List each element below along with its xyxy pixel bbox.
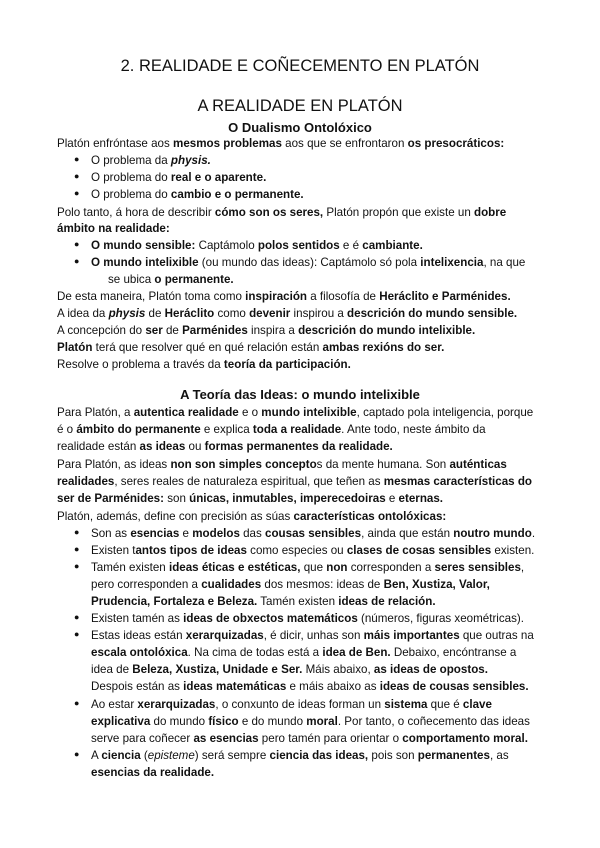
- bold-text: mundo intelixible: [261, 406, 357, 419]
- bold-text: seres sensibles: [434, 561, 521, 574]
- bold-text: Prudencia, Fortaleza e Beleza.: [91, 595, 258, 608]
- list-item: [91, 543, 534, 558]
- bold-text: Heráclito: [164, 307, 215, 320]
- text-run: pois son: [368, 749, 418, 762]
- text-run: e o: [238, 406, 262, 419]
- text-run: O problema da: [91, 154, 171, 167]
- text-run: dos mesmos: ideas de: [261, 578, 384, 591]
- bold-text: physis: [108, 307, 146, 320]
- bold-text: clases de cosas sensibles: [346, 544, 492, 557]
- bold-text: autentica realidade: [133, 406, 239, 419]
- text-run: idea de: [91, 663, 133, 676]
- bold-text: ser: [145, 324, 163, 337]
- text-run: se ubica: [108, 273, 155, 286]
- text-run: O problema do: [91, 188, 171, 201]
- text-line: [57, 422, 486, 437]
- bold-text: cambio e o permanente.: [170, 188, 304, 201]
- list-item: [91, 611, 524, 626]
- text-run: . Ante todo, neste ámbito da: [341, 423, 486, 436]
- text-run: Platón, además, define con precisión as súas: [57, 510, 294, 523]
- text-run: ) será sempre: [194, 749, 270, 762]
- bullet-icon: ●: [74, 544, 80, 554]
- text-run: , as: [489, 749, 509, 762]
- text-line: [91, 714, 530, 729]
- text-run: corresponden a: [347, 561, 435, 574]
- text-run: de: [162, 324, 183, 337]
- text-run: . Por tanto, o coñecemento das ideas: [337, 715, 530, 728]
- text-run: que outras na: [459, 629, 534, 642]
- bold-text: ideas éticas e estéticas,: [168, 561, 301, 574]
- bold-text: cambiante.: [362, 239, 423, 252]
- text-run: existen.: [491, 544, 535, 557]
- bullet-icon: ●: [74, 171, 80, 181]
- text-run: de: [145, 307, 165, 320]
- text-run: , é dicir, unhas son: [263, 629, 364, 642]
- bold-text: inspiración: [245, 290, 308, 303]
- bold-text: físico: [208, 715, 239, 728]
- bold-text: O mundo sensible:: [91, 239, 196, 252]
- text-line: [91, 594, 436, 609]
- text-run: Platón enfróntase aos: [57, 137, 174, 150]
- text-line: [57, 509, 446, 524]
- text-run: Captámolo: [195, 239, 258, 252]
- list-item: [91, 526, 535, 541]
- bullet-icon: ●: [74, 629, 80, 639]
- bold-text: sistema: [384, 698, 428, 711]
- bold-text: mesmas características do: [383, 475, 532, 488]
- text-line: [57, 221, 170, 236]
- text-run: inspirou a: [290, 307, 348, 320]
- text-run: , ainda que están: [361, 527, 454, 540]
- bold-text: idea de Ben.: [322, 646, 391, 659]
- bold-text: eternas.: [398, 492, 444, 505]
- text-line: [57, 306, 517, 321]
- text-run: Son as: [91, 527, 131, 540]
- bold-text: O mundo intelixible: [91, 256, 199, 269]
- text-run: como: [214, 307, 250, 320]
- bullet-icon: ●: [74, 527, 80, 537]
- text-line: [57, 357, 351, 372]
- text-run: Tamén existen: [257, 595, 339, 608]
- text-run: Existen t: [91, 544, 136, 557]
- bold-text: clave: [462, 698, 492, 711]
- bold-text: Beleza, Xustiza, Unidade e Ser.: [132, 663, 303, 676]
- text-run: é o: [57, 423, 77, 436]
- bold-text: Ben, Xustiza, Valor,: [383, 578, 490, 591]
- list-item: [91, 255, 525, 270]
- bold-text: explicativa: [91, 715, 151, 728]
- text-run: son: [163, 492, 190, 505]
- text-line: [91, 731, 528, 746]
- text-line: [57, 491, 443, 506]
- list-item: [91, 697, 492, 712]
- bold-text: máis importantes: [363, 629, 460, 642]
- text-run: , o conxunto de ideas forman un: [215, 698, 385, 711]
- text-line: [57, 340, 444, 355]
- text-run: terá que resolver qué en qué relación están: [92, 341, 323, 354]
- bold-text: esencias da realidade.: [91, 766, 215, 779]
- text-run: A concepción do: [57, 324, 146, 337]
- bold-text: non son simples concepto: [170, 458, 317, 471]
- text-run: .: [531, 527, 536, 540]
- bold-text: formas permanentes da realidade.: [204, 440, 393, 453]
- text-line: [57, 136, 504, 151]
- text-run: Resolve o problema a través da: [57, 358, 224, 371]
- bold-text: ambas rexións do ser.: [322, 341, 445, 354]
- text-run: e é: [339, 239, 363, 252]
- bullet-icon: ●: [74, 698, 80, 708]
- bold-text: comportamento moral.: [402, 732, 528, 745]
- text-line: [57, 405, 533, 420]
- bold-text: as esencias: [193, 732, 259, 745]
- text-run: ,: [520, 561, 525, 574]
- bold-text: as ideas de opostos.: [373, 663, 488, 676]
- text-run: pero tamén para orientar o: [258, 732, 403, 745]
- bold-text: intelixencia: [420, 256, 484, 269]
- text-run: e do mundo: [238, 715, 307, 728]
- text-run: Existen tamén as: [91, 612, 184, 625]
- bold-text: as ideas: [139, 440, 186, 453]
- bold-text: ser de Parménides:: [57, 492, 164, 505]
- bold-text: xerarquizadas: [137, 698, 216, 711]
- text-run: ou: [185, 440, 205, 453]
- text-run: O problema do: [91, 171, 171, 184]
- text-run: inspira a: [247, 324, 299, 337]
- text-run: e: [385, 492, 399, 505]
- text-run: Platón propón que existe un: [323, 206, 474, 219]
- bullet-icon: ●: [74, 612, 80, 622]
- bold-text: ideas de obxectos matemáticos: [183, 612, 358, 625]
- list-item: [91, 748, 509, 763]
- text-run: , seres reales de naturaleza espiritual, que teñen as: [114, 475, 384, 488]
- bold-text: Heráclito e Parménides.: [379, 290, 511, 303]
- text-line: [57, 474, 532, 489]
- bold-text: Platón: [57, 341, 93, 354]
- bold-text: esencias: [130, 527, 180, 540]
- text-line: [57, 289, 511, 304]
- bold-text: características ontolóxicas:: [293, 510, 447, 523]
- text-run: do mundo: [150, 715, 209, 728]
- text-line: [57, 457, 507, 472]
- list-item: [91, 170, 266, 185]
- bold-text: toda a realidade: [252, 423, 342, 436]
- bold-text: ámbito na realidade:: [57, 222, 170, 235]
- bold-text: cómo son os seres,: [214, 206, 324, 219]
- text-run: s da mente humana. Son: [316, 458, 450, 471]
- bold-text: cualidades: [201, 578, 262, 591]
- text-run: Debaixo, encóntranse a: [390, 646, 517, 659]
- text-run: a filosofía de: [307, 290, 380, 303]
- bold-text: descrición do mundo intelixible.: [298, 324, 476, 337]
- list-item: [91, 628, 534, 643]
- bold-text: Parménides: [182, 324, 248, 337]
- text-run: Polo tanto, á hora de describir: [57, 206, 215, 219]
- section-heading-teoria-ideas: A Teoría das Ideas: o mundo intelixible: [180, 387, 420, 402]
- text-run: e máis abaixo as: [286, 680, 380, 693]
- bold-text: cousas sensibles: [265, 527, 362, 540]
- text-run: A: [91, 749, 102, 762]
- text-run: como especies ou: [246, 544, 347, 557]
- bold-text: physis.: [170, 154, 211, 167]
- text-run: Estas ideas están: [91, 629, 186, 642]
- text-line: [57, 439, 393, 454]
- list-item: [91, 153, 211, 168]
- bold-text: mesmos problemas: [173, 137, 282, 150]
- text-run: , na que: [483, 256, 526, 269]
- text-run: (números, figuras xeométricas).: [357, 612, 525, 625]
- bold-text: modelos: [192, 527, 240, 540]
- bold-text: permanentes: [417, 749, 490, 762]
- bold-text: descrición do mundo sensible.: [347, 307, 518, 320]
- bold-text: antos tipos de ideas: [135, 544, 247, 557]
- bold-text: realidades: [57, 475, 115, 488]
- text-line: [108, 272, 234, 287]
- text-run: Tamén existen: [91, 561, 169, 574]
- bold-text: xerarquizadas: [185, 629, 264, 642]
- text-run: . Na cima de todas está a: [187, 646, 323, 659]
- bold-text: non: [326, 561, 348, 574]
- text-line: [91, 662, 488, 677]
- bold-text: ciencia: [101, 749, 141, 762]
- text-run: (: [140, 749, 148, 762]
- text-run: realidade están: [57, 440, 140, 453]
- bullet-icon: ●: [74, 188, 80, 198]
- text-run: e explica: [200, 423, 253, 436]
- bold-text: dobre: [473, 206, 507, 219]
- bold-text: noutro mundo: [453, 527, 532, 540]
- text-run: pero corresponden a: [91, 578, 202, 591]
- text-run: De esta maneira, Platón toma como: [57, 290, 246, 303]
- bold-text: moral: [306, 715, 338, 728]
- bold-text: únicas, inmutables, imperecedoiras: [189, 492, 386, 505]
- text-line: [91, 679, 529, 694]
- bullet-icon: ●: [74, 239, 80, 249]
- bold-text: ideas de cousas sensibles.: [379, 680, 529, 693]
- bold-text: ámbito do permanente: [76, 423, 201, 436]
- text-line: [57, 205, 506, 220]
- bold-text: ideas matemáticas: [183, 680, 287, 693]
- text-run: das: [239, 527, 266, 540]
- text-line: [91, 577, 490, 592]
- list-item: [91, 187, 304, 202]
- text-run: que: [300, 561, 327, 574]
- text-run: Despois están as: [91, 680, 184, 693]
- text-line: [91, 645, 516, 660]
- section-heading-realidade: A REALIDADE EN PLATÓN: [197, 97, 403, 115]
- text-line: [91, 765, 214, 780]
- bold-text: polos sentidos: [257, 239, 340, 252]
- text-run: Para Platón, as ideas: [57, 458, 171, 471]
- bullet-icon: ●: [74, 256, 80, 266]
- list-item: [91, 238, 423, 253]
- section-subheading-dualismo: O Dualismo Ontolóxico: [228, 120, 372, 135]
- text-run: , captado pola inteligencia, porque: [356, 406, 534, 419]
- list-item: [91, 560, 524, 575]
- bold-text: real e o aparente.: [170, 171, 267, 184]
- page-title: 2. REALIDADE E COÑECEMENTO EN PLATÓN: [120, 57, 480, 75]
- bold-text: ciencia das ideas,: [269, 749, 369, 762]
- text-run: serve para coñecer: [91, 732, 194, 745]
- bold-text: escala ontolóxica: [91, 646, 188, 659]
- text-run: e: [179, 527, 193, 540]
- bold-text: ideas de relación.: [338, 595, 436, 608]
- text-run: (ou mundo das ideas): Captámolo só pola: [198, 256, 421, 269]
- text-line: [57, 323, 475, 338]
- text-run: A idea da: [57, 307, 109, 320]
- text-run: episteme: [147, 749, 195, 762]
- text-run: Para Platón, a: [57, 406, 134, 419]
- bullet-icon: ●: [74, 749, 80, 759]
- text-run: aos que se enfrontaron: [281, 137, 408, 150]
- bullet-icon: ●: [74, 561, 80, 571]
- bold-text: os presocráticos:: [407, 137, 505, 150]
- bold-text: o permanente.: [154, 273, 234, 286]
- bold-text: auténticas: [449, 458, 507, 471]
- text-run: Máis abaixo,: [302, 663, 374, 676]
- bullet-icon: ●: [74, 154, 80, 164]
- text-run: que é: [427, 698, 463, 711]
- bold-text: teoría da participación.: [223, 358, 351, 371]
- bold-text: devenir: [249, 307, 291, 320]
- text-run: Ao estar: [91, 698, 138, 711]
